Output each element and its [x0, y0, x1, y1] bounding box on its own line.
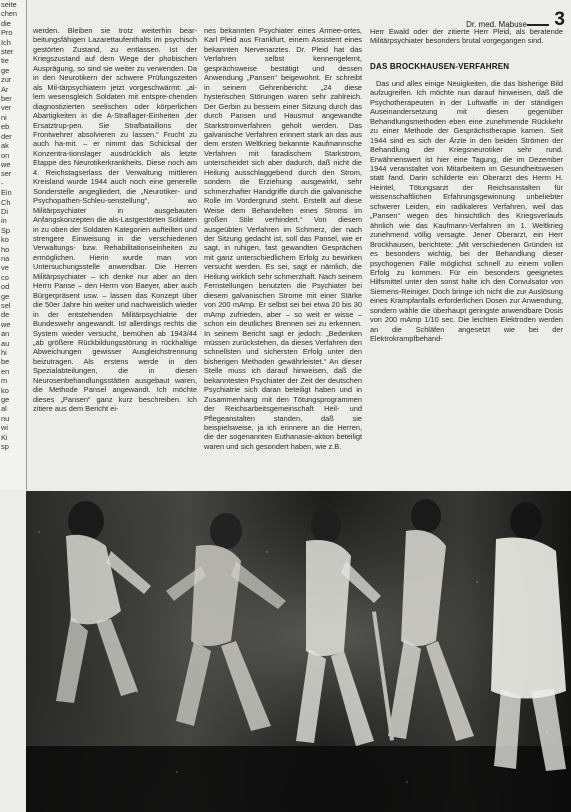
column-2-paragraph: nes bekannten Psychiater eines Armee-ortes, Karl Pleid aus Frankfurt, einem Assistent eines bekannten Nervenarztes. Dr. Pleid hat das Verfahren selbst kennengelernt, gesprächsweise bestätigt und dessen Anwendung „Pansen“ beigewohnt. Er schreibt in seinem Gehrenbericht: „24 diese hysterischen Störungen waren sehr zahlreich. Der Gerbin zu bessern einer Sitzung durch das durch Pansen und Hausmut angewandte Starkstromverfahren geholt werden. Das galvanische Verfahren erinnert stark an das aus dem ersten Weltkrieg bekannte Kaufmannsche Verfahren mit faradischem Starkstrom, unterscheidet sich aber dadurch, daß nicht die Heilung ausschlaggebend durch den Strom, sondern die Erziehung ausgewirkt, sehr schmerzhafter Handgriffe durch die galvanische Rolle im Vordergrund steht. Erstellt auf diese Weise dem Behandelten eines Stroms im großen Stile verhindert.“ Von diesem ausgeübten Verfahren im Schmerz, der nach der Sitzung gedacht ist, soll das Pansel, wie er sagt, in ruhigen, fast gewandten Gesprächen mit ganz unterschiedlichem Erfolg zu bewirken versucht werden. Es sei, sagt er nämlich, die Heilung wirklich sehr schmerzhaft. Nach seinem Fernstellungen benutzten die Psychiater bei diesem galvanischen Strome mit einer Stärke von 200 mAmp. Er selbst sei bei etwa 20 bis 30 mAmp zufrieden, aber – so weit er wisse – schon ein deutliches Brennen sei zu erkennen. In seinem Bericht sagt er jedoch: „Bedenken müssen zurückstehen, da dieses Verfahren den schnellsten und sichersten Erfolg unter den bisherigen Methoden gewährleistet.“ An dieser Stelle muss ich darauf hinweisen, daß die bekanntesten Psychiater der Zeit der deutschen Psychiatrie sich daran beteiligt haben und in Zusammenhang mit den Tötungsprogrammen der Reichsarbeitsgemeinschaft Heil- und Pflegeanstalten standen, daß sie beispielsweise, ja ich erinnere an die Herren, die der sogenannten Euthanasie-aktion beteiligt waren und sich gesondert haben, wie z.B.	[204, 26, 362, 451]
text-column-1	[33, 26, 197, 510]
gutter-fragment: Di	[1, 206, 8, 216]
gutter-fragment: we	[1, 319, 11, 329]
gutter-fragment: -	[1, 178, 4, 188]
gutter-fragment: m	[1, 376, 8, 386]
gutter-fragment: we	[1, 159, 11, 169]
gutter-fragment: der	[1, 131, 12, 141]
gutter-fragment: al	[1, 404, 7, 414]
gutter-fragment: Ki	[1, 432, 8, 442]
gutter-fragment: Ar	[1, 84, 9, 94]
column-1-paragraph: werden. Bleiben sie trotz weiterhin bear-beitungsfähigen Lazarettaufenthalts im psychisch gestörten Zustand, zu entlassen. Ist der Kriegszustand auf dem Wege der phobischen Ausprägung, so sind sie weiter zu verwenden. Da in den Neurotikern der schwere Prüfungszeiten als Mil-tärpsychiatern jetzt vorgeschwärmt: „al-lem wesensgleich Soldaten mit entspre-chenden diagnostizierten seelischen oder körperlichen Abartigkeiten in die A-Straflager-Einheiten ‚der Ersatztrup-pen. Sie Strafbataillons der Frontwehrer absolvieren zu lassen.“ Frucht zu auch ha-mit. – er nimmt das Schicksal der Konzentra-tionslager ausdrücklich als letzte Etappe des Neurotikerkrankheits. Diese noch am 4. Reichstagserlass der Verwaltung mittleren Kreisland wurde 1944 auch noch eine generelle Sonderstelle angegliedert, die „Neurotiker- und Psychopathen-Schleu-senstellung“, wo Militärpsychiater in ausgebauten Anfangskonzepten die als-Lastgestörten Soldaten in zu oben der Soldaten Kategorien aufteilten und strengere Einweisung in die verschiedenen Verwaltungs- bzw. Rehabilitationseinheiten zu ermöglichen. Hierin wurde man von Untersuchungsstelle anwendbar. Die Herren Militärpsychiater – ich denke nur aber an den Herrn Panse – den Herrn von Baeyer, aber auch Bürgerpräsent usw. – lassen das Konzept über die 50er Jahre hin weiter und nachweislich wieder in der entstehenden Militärpsychiatrie der Bundeswehr angewandt. Ist allerdings rechts die System wieder versucht, bemühen ab 1943/44 „ab größere Rückbildungsstörung in rückhaltige Abweichungen gewisser Ausgleichstrennung beizutragen. Als erstens werde in den Spezialabteilungen, die in diesen Neurosenbehandlungsstätten ausgebaut waren, die Methode Pansel angewandt. Ich möchte dieses „Pansen“ ganz kurz beschreiben. Ich zitiere aus dem Bericht ei-	[33, 26, 197, 414]
section-heading: DAS BROCKHAUSEN-VERFAHREN	[370, 61, 510, 71]
gutter-fragment: hi	[1, 348, 7, 358]
gutter-fragment: ve	[1, 263, 9, 273]
gutter-fragment: ster	[1, 47, 14, 57]
gutter-fragment: de	[1, 310, 10, 320]
gutter-fragment: eb	[1, 122, 10, 132]
gutter-fragment: sel	[1, 301, 11, 310]
gutter-fragment: in	[1, 216, 7, 226]
gutter-fragment: ni	[1, 112, 7, 122]
gutter-fragment: Ein	[1, 188, 12, 198]
gutter-fragment: ser	[1, 169, 12, 179]
gutter-fragment: nu	[1, 413, 10, 423]
gutter-fragment: ge	[1, 65, 10, 75]
text-column-3	[370, 26, 563, 500]
text-column-2	[204, 26, 362, 500]
gutter-fragment: chen	[1, 9, 18, 19]
gutter-fragment: ge	[1, 291, 10, 301]
gutter-fragment: au	[1, 338, 10, 348]
gutter-fragment: ho	[1, 244, 10, 254]
header-author: Dr. med. Mabuse	[466, 20, 527, 29]
gutter-fragment: en	[1, 366, 10, 376]
gutter-fragment: wi	[1, 423, 8, 433]
photo-illustration	[26, 491, 571, 812]
gutter-fragment: ak	[1, 141, 9, 151]
gutter-fragment: die	[1, 18, 11, 28]
gutter-fragment: Sp	[1, 225, 11, 235]
gutter-fragment: od	[1, 282, 10, 292]
previous-page-edge	[0, 0, 27, 490]
gutter-fragment: na	[1, 253, 10, 263]
gutter-fragment: ber	[1, 94, 12, 104]
gutter-fragment: Ch	[1, 197, 11, 207]
gutter-fragment: tie	[1, 56, 9, 66]
gutter-fragment: ver	[1, 103, 12, 113]
gutter-fragment: Ich	[1, 37, 11, 47]
gutter-fragment: zur	[1, 75, 12, 85]
column-3-paragraph: Das und alles einige Neuigkeiten, die das bisherige Bild aufzugreifen. Ich möchte nun darauf hinweisen, daß die Psychotherapeuten in der Luftwaffe in der ständigen Auseinandersetzung mit diesen gegenüber Behandlungsmethoden eben eine zunehmende Rückkehr zu einer Methode der Gesprächstherapie kamen. Seit 1944 sind es sich der Ärzte in den beiden Strömen der Behandlung der Kriegsneurotiker sehr rund. Erwähnenswert ist hier eine Tagung, die im Dezember 1944 veranstaltet von Mitarbeitern im Gesundheitswesen statt fand. Darin schilderte ein Oberarzt des Herrn H. Heintel, Tötungsarzt der Reichsanstalten für wissenschaftlichen Erfahrungsgewinnung unbeliebter schwerer Leiden, ein radikaleres Verfahren, weil das „Pansen“ wegen des hinsichtlich des Kriegsverlaufs ähnlich wie das Kaufmann-Verfahren im 1. Weltkrieg zunehmend völlig versagte. Jener Oberarzt, ein Herr Brockhausen, berichtete: „Mit verschiedenen Gründen ist es besonders wichtig, bei der Behandlung dieser psychogenen Fälle möglichst schnell zu einem vollen Erfolg zu kommen. Für ein besonders geeignetes Hilfsmittel unter den sonst halte ich den Convulsator von Siemens-Reiniger. Doch bringe ich nicht die zur Auslösung eines Krampfanfalls erforderlichen Dosen zur Anwendung, sondern wähle die überhaupt geringste anwendbare Dosis von 200 mAmp 1/10 sec. Die leichten Elektroden werden an die Schläfen angesetzt wie bei der Elektrokrampfbehand-	[370, 78, 563, 344]
gutter-fragment: co	[1, 272, 9, 282]
gutter-fragment: an	[1, 329, 10, 339]
column-3-intro: Herr Ewald oder der zitierte Herr Pleid, als beratende Militärpsychiater besonders brutal vorgegangen sind.	[370, 27, 563, 46]
gutter-fragment: Pro	[1, 28, 13, 38]
gutter-fragment: seite	[1, 0, 17, 9]
gutter-fragment: ko	[1, 385, 9, 395]
gutter-fragment: sp	[1, 442, 9, 452]
gutter-fragment: ge	[1, 395, 10, 405]
page-number: 3	[554, 9, 565, 30]
gutter-fragment: be	[1, 357, 10, 367]
film-still-photo	[26, 491, 571, 812]
gutter-fragment: ko	[1, 235, 9, 245]
gutter-fragment: on	[1, 150, 10, 160]
